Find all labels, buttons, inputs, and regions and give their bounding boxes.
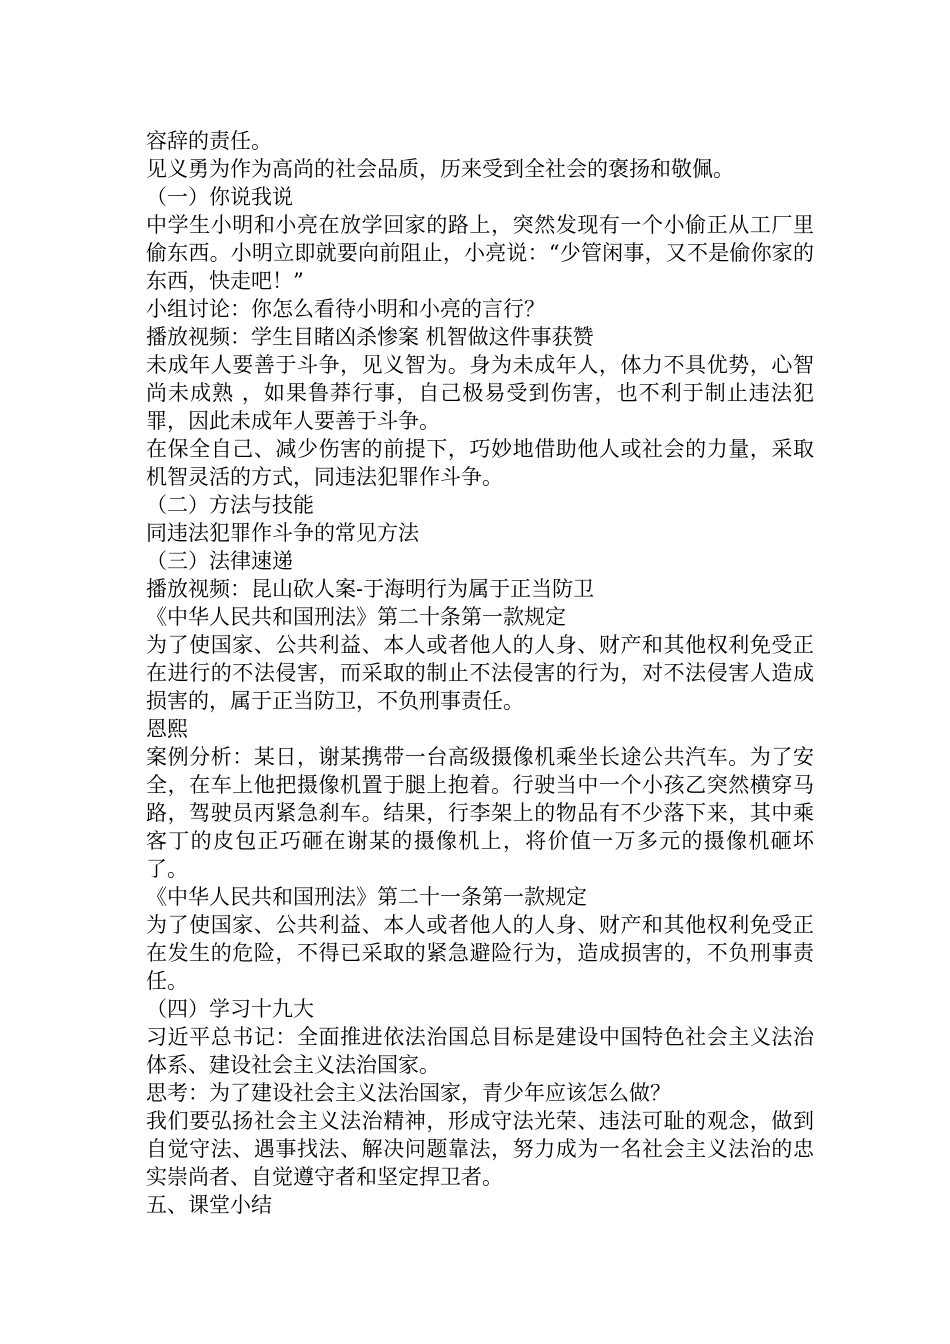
paragraph: 案例分析：某日，谢某携带一台高级摄像机乘坐长途公共汽车。为了安全，在车上他把摄像机置于腿上抱着。行驶当中一个小孩乙突然横穿马路，驾驶员丙紧急刹车。结果，行李架上的物品有不少落下来，其中乘客丁的皮包正巧砸在谢某的摄像机上，将价值一万多元的摄像机砸坏了。	[146, 745, 814, 881]
paragraph: 播放视频：学生目睹凶杀惨案 机智做这件事获赞	[146, 325, 594, 349]
paragraph: 恩熙	[146, 717, 188, 741]
paragraph: 未成年人要善于斗争，见义智为。身为未成年人，体力不具优势，心智尚未成熟 ，如果鲁莽行事，自己极易受到伤害，也不利于制止违法犯罪，因此未成年人要善于斗争。	[146, 353, 814, 433]
paragraph: 播放视频：昆山砍人案-于海明行为属于正当防卫	[146, 577, 595, 601]
paragraph: 《中华人民共和国刑法》第二十条第一款规定	[146, 605, 566, 629]
section-heading: （三）法律速递	[146, 549, 293, 573]
paragraph: 同违法犯罪作斗争的常见方法	[146, 521, 419, 545]
paragraph: 我们要弘扬社会主义法治精神，形成守法光荣、违法可耻的观念，做到自觉守法、遇事找法、解决问题靠法，努力成为一名社会主义法治的忠实崇尚者、自觉遵守者和坚定捍卫者。	[146, 1109, 814, 1189]
paragraph: 在保全自己、减少伤害的前提下，巧妙地借助他人或社会的力量，采取机智灵活的方式，同违法犯罪作斗争。	[146, 437, 814, 489]
document-body	[146, 127, 814, 1219]
section-heading: （四）学习十九大	[146, 997, 314, 1021]
paragraph: 容辞的责任。	[146, 129, 272, 153]
paragraph: 中学生小明和小亮在放学回家的路上，突然发现有一个小偷正从工厂里偷东西。小明立即就要向前阻止，小亮说：“少管闲事，又不是偷你家的东西，快走吧！”	[146, 213, 814, 293]
paragraph: 小组讨论：你怎么看待小明和小亮的言行？	[146, 297, 545, 321]
paragraph: 习近平总书记：全面推进依法治国总目标是建设中国特色社会主义法治体系、建设社会主义法治国家。	[146, 1025, 814, 1077]
section-heading: 五、课堂小结	[146, 1193, 272, 1217]
section-heading: （一）你说我说	[146, 185, 293, 209]
paragraph: 为了使国家、公共利益、本人或者他人的人身、财产和其他权利免受正在进行的不法侵害，而采取的制止不法侵害的行为，对不法侵害人造成损害的，属于正当防卫，不负刑事责任。	[146, 633, 814, 713]
paragraph: 思考：为了建设社会主义法治国家，青少年应该怎么做？	[146, 1081, 671, 1105]
section-heading: （二）方法与技能	[146, 493, 314, 517]
paragraph: 为了使国家、公共利益、本人或者他人的人身、财产和其他权利免受正在发生的危险，不得已采取的紧急避险行为，造成损害的，不负刑事责任。	[146, 913, 814, 993]
paragraph: 见义勇为作为高尚的社会品质，历来受到全社会的褒扬和敬佩。	[146, 157, 734, 181]
paragraph: 《中华人民共和国刑法》第二十一条第一款规定	[146, 885, 587, 909]
